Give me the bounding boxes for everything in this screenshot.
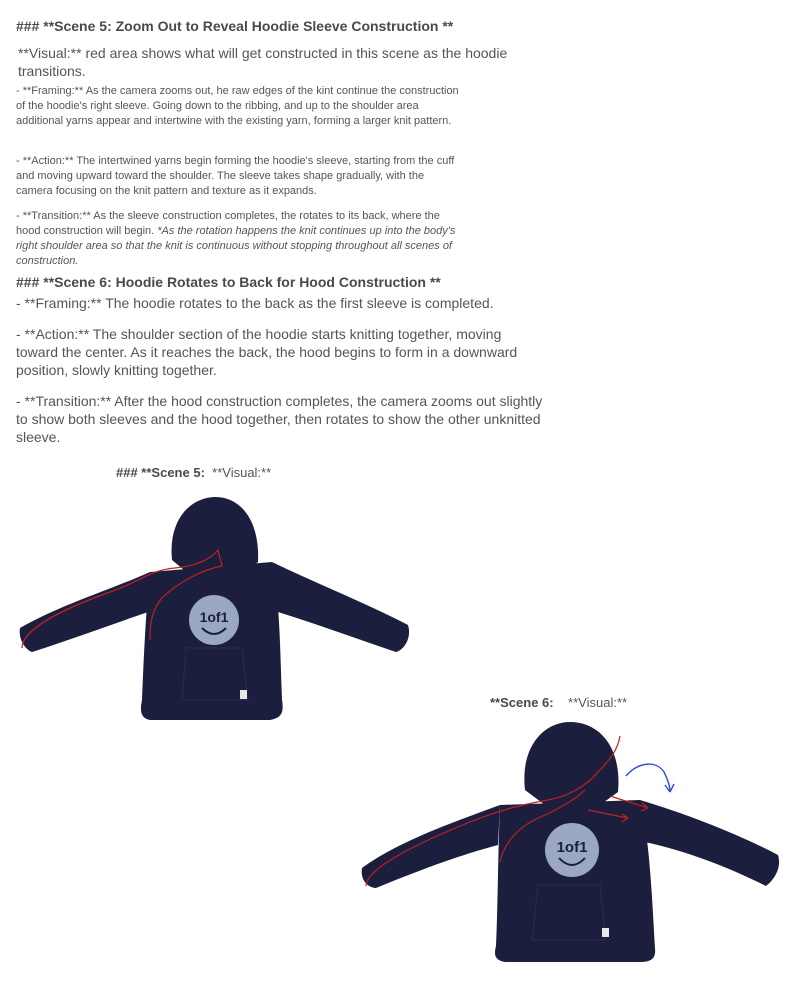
scene6-heading: ### **Scene 6: Hoodie Rotates to Back for Hood Construction **: [16, 274, 441, 290]
scene6-caption-visual: **Visual:**: [568, 695, 628, 710]
scene6-label-tag: [602, 928, 609, 937]
scene5-transition-note: *As the rotation happens the knit continues up into the body's right shoulder area so that the knit is continuous without stopping throughout all scenes of construction.: [16, 225, 456, 267]
scene6-caption-label: **Scene 6:: [490, 695, 554, 710]
scene6-transition: - **Transition:** After the hood construction completes, the camera zooms out slightly to show both sleeves and the hood together, then rotates to show the other unknitted sleeve.: [16, 393, 543, 445]
scene5-transition-text: - **Transition:** As the sleeve construction completes, the rotates to its back, where the hood construction will begin.: [16, 210, 440, 237]
scene6-rotation-arrow: [626, 764, 670, 792]
scene6-framing: - **Framing:** The hoodie rotates to the back as the first sleeve is completed.: [16, 295, 494, 311]
scene5-logo-text: 1of1: [199, 609, 229, 625]
scene6-logo-text: 1of1: [556, 839, 588, 856]
scene6-action: - **Action:** The shoulder section of the hoodie starts knitting together, moving toward the center. As it reaches the back, the hood begins to form in a downward position, slowly knitting together.: [16, 326, 518, 378]
scene5-heading: ### **Scene 5: Zoom Out to Reveal Hoodie Sleeve Construction **: [16, 18, 454, 34]
scene5-visual: **Visual:** red area shows what will get constructed in this scene as the hoodie transitions.: [18, 45, 508, 79]
scene5-framing: - **Framing:** As the camera zooms out, he raw edges of the kint continue the construction of the hoodie's right sleeve. Going down to the ribbing, and up to the shoulder area additional yarns appear and intertwine with the existing yarn, forming a larger knit pattern.: [16, 85, 459, 127]
scene5-caption-label: ### **Scene 5:: [116, 465, 205, 480]
scene5-caption-visual: **Visual:**: [212, 465, 272, 480]
scene5-action: - **Action:** The intertwined yarns begin forming the hoodie's sleeve, starting from the cuff and moving upward toward the shoulder. The sleeve takes shape gradually, with the camera focusing on the knit pattern and texture as it expands.: [16, 155, 455, 197]
